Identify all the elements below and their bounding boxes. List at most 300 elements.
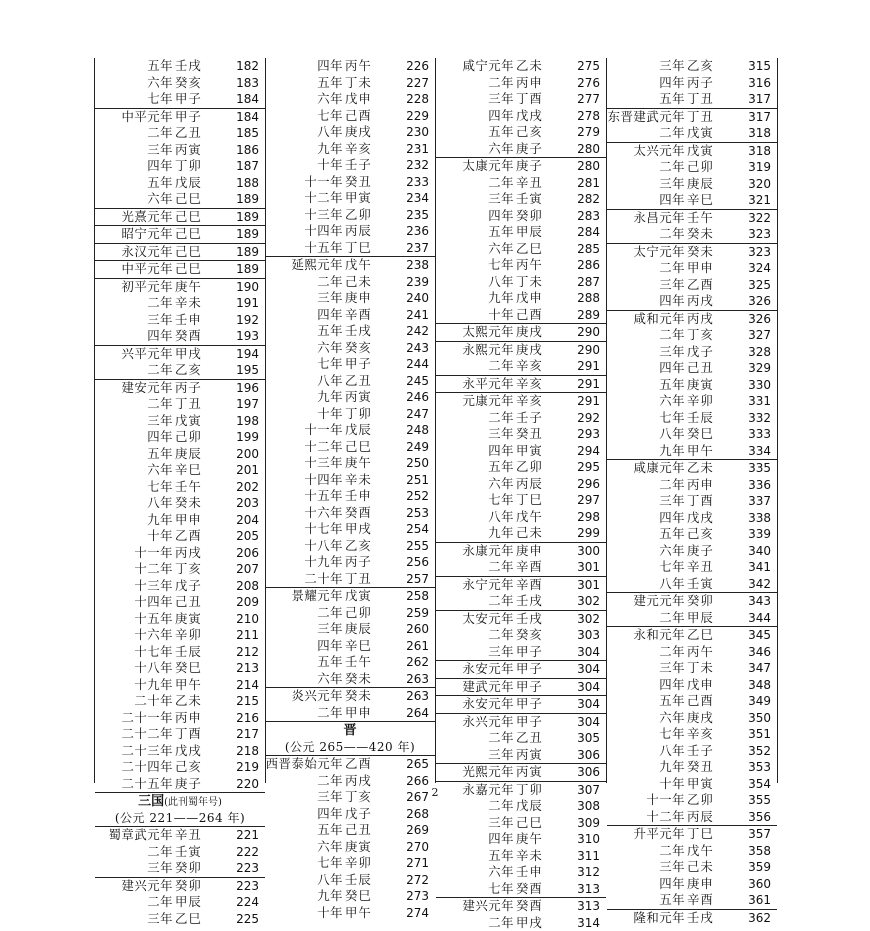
era-name: 十一年 — [304, 422, 343, 439]
table-row — [436, 542, 606, 560]
table-row — [95, 158, 265, 175]
table-column-3 — [436, 58, 607, 783]
ganzhi: 丙戌 — [687, 311, 727, 328]
ganzhi: 己巳 — [175, 226, 215, 243]
ganzhi: 己巳 — [175, 209, 215, 226]
ce-year: 317 — [748, 91, 771, 108]
ce-year: 294 — [577, 443, 600, 460]
era-name: 四年 — [317, 638, 343, 655]
ce-year: 356 — [748, 809, 771, 826]
ce-year: 293 — [577, 426, 600, 443]
ce-year: 346 — [748, 644, 771, 661]
table-row — [265, 488, 435, 505]
table-row — [607, 226, 777, 243]
era-name: 十一年 — [134, 545, 173, 562]
era-name: 三年 — [488, 815, 514, 832]
ganzhi: 甲子 — [516, 714, 556, 731]
table-row — [607, 892, 777, 909]
ce-year: 189 — [236, 209, 259, 226]
ganzhi: 戊午 — [687, 843, 727, 860]
table-row — [436, 75, 606, 92]
ce-year: 359 — [748, 859, 771, 876]
ganzhi: 庚戌 — [687, 710, 727, 727]
ganzhi: 丁酉 — [516, 91, 556, 108]
ce-year: 361 — [748, 892, 771, 909]
era-name: 六年 — [659, 543, 685, 560]
ce-year: 183 — [236, 75, 259, 92]
ganzhi: 丁卯 — [175, 158, 215, 175]
ganzhi: 己亥 — [687, 526, 727, 543]
ce-year: 233 — [406, 174, 429, 191]
ganzhi: 甲辰 — [516, 224, 556, 241]
ganzhi: 辛卯 — [175, 627, 215, 644]
ganzhi: 己卯 — [175, 429, 215, 446]
era-name: 六年 — [488, 864, 514, 881]
era-name: 三年 — [659, 493, 685, 510]
ganzhi: 戊辰 — [175, 175, 215, 192]
ganzhi: 辛酉 — [516, 577, 556, 594]
ce-year: 210 — [236, 611, 259, 628]
table-row — [607, 360, 777, 377]
ganzhi: 己亥 — [516, 124, 556, 141]
ce-year: 331 — [748, 393, 771, 410]
ce-year: 182 — [236, 58, 259, 75]
ganzhi: 丙辰 — [516, 476, 556, 493]
ce-year: 207 — [236, 561, 259, 578]
ce-year: 267 — [406, 789, 429, 806]
ce-year: 231 — [406, 141, 429, 158]
era-name: 四年 — [659, 876, 685, 893]
table-row — [265, 406, 435, 423]
table-row — [95, 413, 265, 430]
table-row — [436, 108, 606, 125]
era-name: 三年 — [659, 176, 685, 193]
era-name: 建安元年 — [121, 380, 173, 397]
ganzhi: 丁亥 — [687, 327, 727, 344]
table-row — [607, 58, 777, 75]
ce-year: 323 — [748, 226, 771, 243]
era-name: 五年 — [488, 224, 514, 241]
table-row — [95, 396, 265, 413]
era-name: 光熹元年 — [121, 209, 173, 226]
table-row — [436, 831, 606, 848]
era-name: 十六年 — [304, 505, 343, 522]
ganzhi: 壬子 — [516, 410, 556, 427]
ganzhi: 丙申 — [687, 477, 727, 494]
era-name: 二十四年 — [121, 759, 173, 776]
era-name: 三年 — [659, 58, 685, 75]
table-row — [607, 327, 777, 344]
ganzhi: 丁亥 — [175, 561, 215, 578]
era-name: 十年 — [147, 528, 173, 545]
ce-year: 188 — [236, 175, 259, 192]
table-row — [607, 209, 777, 227]
table-row — [436, 241, 606, 258]
era-name: 五年 — [488, 459, 514, 476]
table-row — [607, 743, 777, 760]
ganzhi: 甲寅 — [687, 776, 727, 793]
era-name: 二年 — [659, 260, 685, 277]
table-row — [95, 108, 265, 126]
era-name: 二年 — [147, 125, 173, 142]
era-name: 九年 — [488, 525, 514, 542]
era-name: 四年 — [147, 328, 173, 345]
era-name: 五年 — [147, 58, 173, 75]
era-name: 二十年 — [134, 693, 173, 710]
ganzhi: 己巳 — [175, 244, 215, 261]
ce-year: 189 — [236, 226, 259, 243]
ce-year: 317 — [748, 109, 771, 126]
ce-year: 282 — [577, 191, 600, 208]
era-name: 五年 — [488, 124, 514, 141]
ganzhi: 壬寅 — [516, 191, 556, 208]
ce-year: 184 — [236, 91, 259, 108]
era-name: 三年 — [147, 860, 173, 877]
table-row — [436, 525, 606, 542]
ce-year: 200 — [236, 446, 259, 463]
era-name: 三年 — [488, 644, 514, 661]
ganzhi: 癸未 — [687, 226, 727, 243]
era-name: 九年 — [317, 389, 343, 406]
ganzhi: 辛卯 — [687, 393, 727, 410]
ganzhi: 己未 — [687, 859, 727, 876]
page-number: 2 — [0, 786, 870, 799]
table-row — [95, 362, 265, 379]
ce-year: 342 — [748, 576, 771, 593]
era-name: 六年 — [147, 191, 173, 208]
era-name: 延熙元年 — [291, 257, 343, 274]
table-row — [436, 848, 606, 865]
ganzhi: 戊子 — [175, 578, 215, 595]
ce-year: 191 — [236, 295, 259, 312]
ce-year: 288 — [577, 290, 600, 307]
ce-year: 290 — [577, 342, 600, 359]
era-name: 二年 — [488, 730, 514, 747]
ganzhi: 壬戌 — [345, 323, 385, 340]
table-row — [436, 91, 606, 108]
ganzhi: 丙午 — [345, 58, 385, 75]
era-name: 二年 — [659, 159, 685, 176]
ce-year: 220 — [236, 776, 259, 793]
era-name: 十四年 — [304, 223, 343, 240]
ce-year: 262 — [406, 654, 429, 671]
ganzhi: 乙亥 — [345, 538, 385, 555]
era-name: 二十年 — [304, 571, 343, 588]
era-name: 三年 — [659, 277, 685, 294]
ganzhi: 戊寅 — [345, 588, 385, 605]
ce-year: 272 — [406, 872, 429, 889]
era-name: 十七年 — [304, 521, 343, 538]
ganzhi: 癸未 — [687, 244, 727, 261]
table-row — [95, 627, 265, 644]
ganzhi: 甲子 — [175, 109, 215, 126]
ce-year: 306 — [577, 764, 600, 781]
ganzhi: 壬午 — [175, 479, 215, 496]
table-row — [436, 175, 606, 192]
era-name: 二十二年 — [121, 726, 173, 743]
ce-year: 328 — [748, 344, 771, 361]
ganzhi: 戊寅 — [687, 143, 727, 160]
ganzhi: 癸酉 — [516, 881, 556, 898]
ce-year: 234 — [406, 190, 429, 207]
table-row — [436, 392, 606, 410]
era-name: 咸和元年 — [633, 311, 685, 328]
table-row — [436, 224, 606, 241]
ganzhi: 甲子 — [516, 679, 556, 696]
table-row — [436, 274, 606, 291]
ce-year: 325 — [748, 277, 771, 294]
era-name: 永平元年 — [462, 376, 514, 393]
era-name: 东晋建武元年 — [608, 109, 685, 126]
ce-year: 329 — [748, 360, 771, 377]
ce-year: 270 — [406, 839, 429, 856]
table-row — [436, 257, 606, 274]
ce-year: 235 — [406, 207, 429, 224]
table-row — [607, 310, 777, 328]
ce-year: 318 — [748, 125, 771, 142]
table-column-2 — [265, 58, 436, 783]
ce-year: 302 — [577, 593, 600, 610]
ganzhi: 庚辰 — [687, 176, 727, 193]
table-row — [436, 476, 606, 493]
era-name: 八年 — [317, 124, 343, 141]
era-name: 十五年 — [304, 240, 343, 257]
table-row — [95, 743, 265, 760]
ganzhi: 壬辰 — [687, 410, 727, 427]
ce-year: 326 — [748, 311, 771, 328]
ce-year: 257 — [406, 571, 429, 588]
table-row — [95, 512, 265, 529]
era-name: 七年 — [659, 559, 685, 576]
era-name: 二年 — [488, 627, 514, 644]
ganzhi: 癸卯 — [175, 878, 215, 895]
table-row — [265, 373, 435, 390]
ce-year: 347 — [748, 660, 771, 677]
table-row — [436, 881, 606, 898]
table-row — [95, 446, 265, 463]
ce-year: 260 — [406, 621, 429, 638]
table-row — [607, 393, 777, 410]
ce-year: 304 — [577, 644, 600, 661]
era-name: 六年 — [488, 476, 514, 493]
ganzhi: 癸丑 — [687, 759, 727, 776]
era-name: 六年 — [488, 141, 514, 158]
table-row — [607, 759, 777, 776]
era-name: 永宁元年 — [462, 577, 514, 594]
era-name: 建武元年 — [462, 679, 514, 696]
table-row — [265, 439, 435, 456]
table-row — [607, 293, 777, 310]
table-row — [95, 545, 265, 562]
ce-year: 304 — [577, 679, 600, 696]
table-row — [265, 174, 435, 191]
table-row — [95, 528, 265, 545]
era-name: 光熙元年 — [462, 764, 514, 781]
ce-year: 335 — [748, 460, 771, 477]
ganzhi: 癸亥 — [345, 340, 385, 357]
era-name: 太宁元年 — [633, 244, 685, 261]
ganzhi: 甲午 — [687, 443, 727, 460]
ganzhi: 癸未 — [345, 688, 385, 705]
ganzhi: 乙巳 — [516, 241, 556, 258]
table-row — [265, 687, 435, 705]
era-name: 十二年 — [304, 439, 343, 456]
ce-year: 362 — [748, 910, 771, 927]
table-row — [95, 877, 265, 895]
ce-year: 194 — [236, 346, 259, 363]
ce-year: 189 — [236, 244, 259, 261]
ce-year: 345 — [748, 627, 771, 644]
ce-year: 281 — [577, 175, 600, 192]
era-name: 九年 — [317, 888, 343, 905]
era-name: 九年 — [488, 290, 514, 307]
era-name: 咸宁元年 — [462, 58, 514, 75]
ganzhi: 壬寅 — [687, 576, 727, 593]
table-row — [607, 526, 777, 543]
ce-year: 226 — [406, 58, 429, 75]
ganzhi: 庚午 — [516, 831, 556, 848]
table-row — [265, 472, 435, 489]
ce-year: 202 — [236, 479, 259, 496]
ce-year: 322 — [748, 210, 771, 227]
table-row — [436, 358, 606, 375]
ce-year: 250 — [406, 455, 429, 472]
ce-year: 228 — [406, 91, 429, 108]
ganzhi: 庚戌 — [516, 342, 556, 359]
table-row — [95, 91, 265, 108]
table-row — [607, 410, 777, 427]
era-name: 建兴元年 — [121, 878, 173, 895]
ganzhi: 丙戌 — [687, 293, 727, 310]
ce-year: 352 — [748, 743, 771, 760]
ganzhi: 甲子 — [175, 91, 215, 108]
ce-year: 321 — [748, 192, 771, 209]
ganzhi: 丙辰 — [687, 809, 727, 826]
ce-year: 351 — [748, 726, 771, 743]
table-row — [265, 888, 435, 905]
ganzhi: 辛未 — [516, 848, 556, 865]
ce-year: 291 — [577, 393, 600, 410]
table-row — [265, 356, 435, 373]
ganzhi: 庚戌 — [345, 124, 385, 141]
ganzhi: 甲子 — [516, 644, 556, 661]
table-column-1 — [94, 58, 266, 783]
era-name: 十年 — [488, 307, 514, 324]
ce-year: 285 — [577, 241, 600, 258]
ganzhi: 丁卯 — [516, 782, 556, 799]
table-row — [607, 277, 777, 294]
ce-year: 230 — [406, 124, 429, 141]
era-name: 二年 — [317, 605, 343, 622]
table-row — [436, 897, 606, 915]
ce-year: 299 — [577, 525, 600, 542]
ganzhi: 乙未 — [516, 58, 556, 75]
ce-year: 320 — [748, 176, 771, 193]
ce-year: 214 — [236, 677, 259, 694]
era-name: 十四年 — [304, 472, 343, 489]
ganzhi: 己未 — [345, 274, 385, 291]
era-name: 四年 — [147, 429, 173, 446]
table-row — [95, 142, 265, 159]
era-name: 二年 — [147, 396, 173, 413]
ganzhi: 乙亥 — [175, 362, 215, 379]
ce-year: 242 — [406, 323, 429, 340]
ce-year: 336 — [748, 477, 771, 494]
table-row — [436, 763, 606, 781]
table-row — [436, 593, 606, 610]
table-row — [607, 159, 777, 176]
ce-year: 247 — [406, 406, 429, 423]
ganzhi: 辛酉 — [345, 307, 385, 324]
table-row — [607, 660, 777, 677]
table-row — [265, 905, 435, 922]
ganzhi: 辛酉 — [687, 892, 727, 909]
ganzhi: 丙寅 — [516, 747, 556, 764]
era-name: 十八年 — [134, 660, 173, 677]
ce-year: 208 — [236, 578, 259, 595]
ganzhi: 壬午 — [687, 210, 727, 227]
ce-year: 217 — [236, 726, 259, 743]
table-row — [95, 561, 265, 578]
ce-year: 209 — [236, 594, 259, 611]
ce-year: 307 — [577, 782, 600, 799]
era-name: 建兴元年 — [462, 898, 514, 915]
ganzhi: 乙卯 — [345, 207, 385, 224]
ganzhi: 丙子 — [687, 75, 727, 92]
ce-year: 269 — [406, 822, 429, 839]
table-row — [436, 610, 606, 628]
table-row — [95, 379, 265, 397]
era-name: 二年 — [659, 644, 685, 661]
ganzhi: 丁酉 — [687, 493, 727, 510]
ganzhi: 癸未 — [175, 495, 215, 512]
era-name: 十二年 — [134, 561, 173, 578]
era-name: 十六年 — [134, 627, 173, 644]
era-name: 永和元年 — [633, 627, 685, 644]
ce-year: 296 — [577, 476, 600, 493]
ganzhi: 辛亥 — [516, 393, 556, 410]
ce-year: 225 — [236, 911, 259, 928]
era-name: 六年 — [317, 671, 343, 688]
era-name: 九年 — [659, 759, 685, 776]
ganzhi: 甲戌 — [175, 346, 215, 363]
ganzhi: 乙酉 — [687, 277, 727, 294]
era-name: 隆和元年 — [633, 910, 685, 927]
era-name: 二年 — [488, 798, 514, 815]
era-name: 五年 — [659, 377, 685, 394]
table-row — [265, 274, 435, 291]
table-row — [607, 693, 777, 710]
era-name: 五年 — [317, 75, 343, 92]
era-name: 二年 — [488, 358, 514, 375]
ganzhi: 甲寅 — [345, 190, 385, 207]
ganzhi: 丁巳 — [345, 240, 385, 257]
ce-year: 227 — [406, 75, 429, 92]
era-name: 三年 — [147, 312, 173, 329]
table-row — [607, 243, 777, 261]
table-row — [436, 141, 606, 158]
dynasty-range: (公元 221——264 年) — [95, 810, 265, 827]
ganzhi: 丙午 — [516, 257, 556, 274]
table-row — [607, 809, 777, 826]
era-name: 六年 — [317, 340, 343, 357]
era-name: 十五年 — [134, 611, 173, 628]
table-row — [95, 495, 265, 512]
ganzhi: 辛巳 — [687, 192, 727, 209]
ce-year: 221 — [236, 827, 259, 844]
table-row — [436, 58, 606, 75]
ce-year: 341 — [748, 559, 771, 576]
